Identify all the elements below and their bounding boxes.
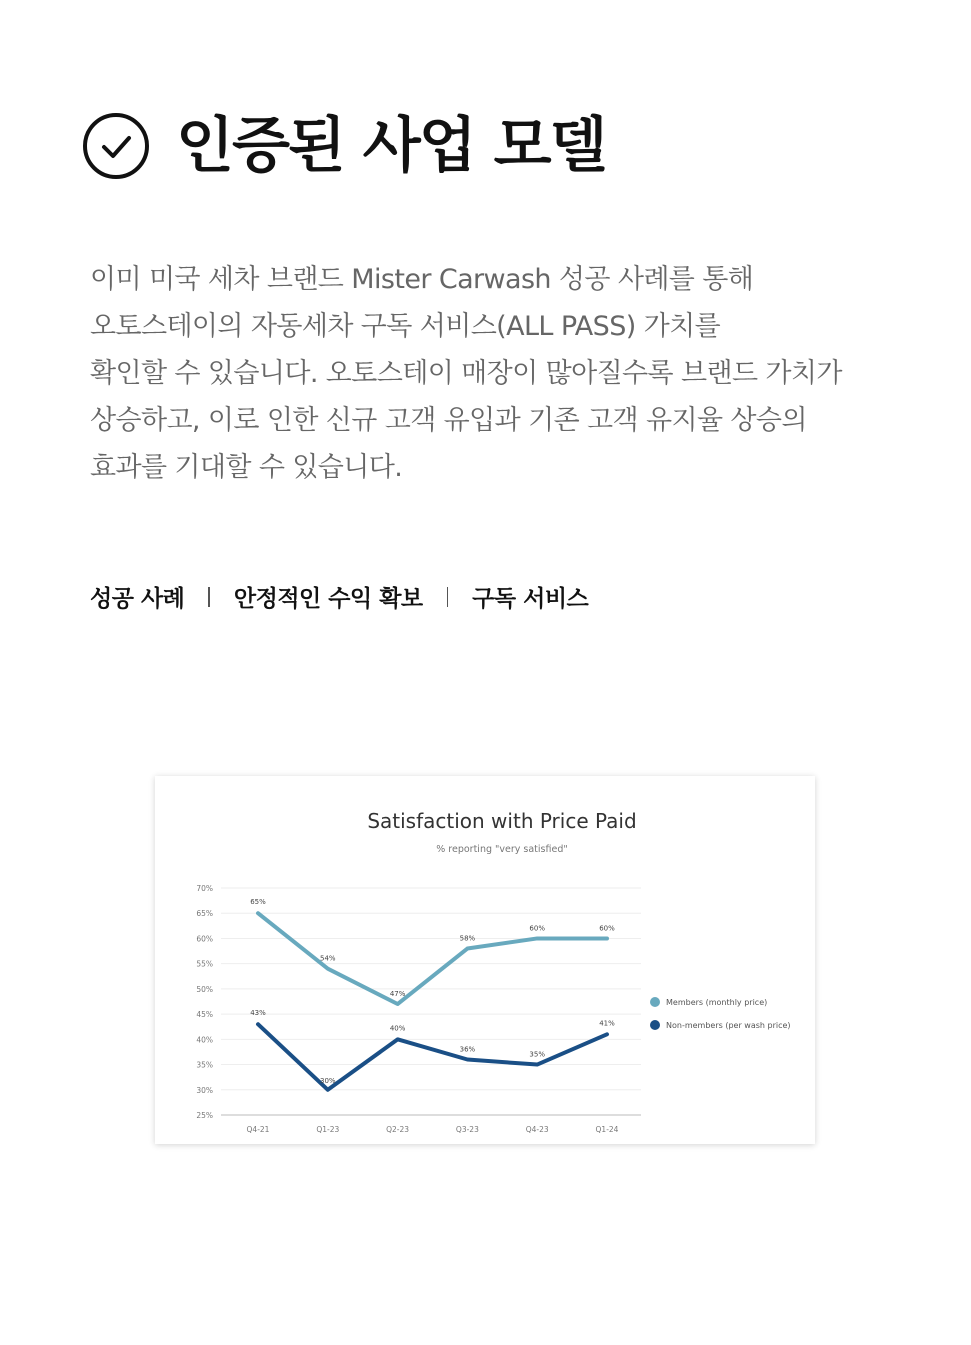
header xyxy=(82,112,606,180)
description-line: 효과를 기대할 수 있습니다. xyxy=(90,452,403,483)
y-tick-label: 60% xyxy=(196,934,213,944)
legend-marker xyxy=(650,1020,660,1030)
x-tick-label: Q1-24 xyxy=(595,1125,619,1134)
legend-marker xyxy=(650,997,660,1007)
members-series-line xyxy=(258,913,607,1004)
x-tick-label: Q1-23 xyxy=(316,1125,340,1134)
description-line: 확인할 수 있습니다. 오토스테이 매장이 많아질수록 브랜드 가치가 xyxy=(90,358,842,389)
tag-divider xyxy=(447,587,449,607)
data-label: 30% xyxy=(320,1076,336,1085)
x-tick-label: Q4-23 xyxy=(525,1125,549,1134)
tag-subscription-service: 구독 서비스 xyxy=(472,586,589,612)
data-label: 54% xyxy=(320,954,336,963)
description xyxy=(90,256,890,491)
y-tick-label: 65% xyxy=(196,909,213,919)
data-label: 41% xyxy=(599,1019,615,1028)
legend xyxy=(650,997,791,1030)
tag-list xyxy=(90,580,588,613)
y-tick-label: 40% xyxy=(196,1035,213,1045)
data-label: 36% xyxy=(459,1045,476,1054)
data-label: 65% xyxy=(250,898,266,907)
y-tick-label: 25% xyxy=(196,1111,213,1120)
x-tick-label: Q4-21 xyxy=(246,1125,270,1134)
label-layer xyxy=(250,898,615,1085)
tag-success-case: 성공 사례 xyxy=(90,586,185,612)
data-label: 58% xyxy=(459,934,476,943)
grid-layer xyxy=(221,888,641,1090)
chart-title: Satisfaction with Price Paid xyxy=(367,809,637,833)
page-title: 인증된 사업 모델 xyxy=(176,111,606,181)
data-label: 35% xyxy=(529,1050,545,1059)
tag-divider xyxy=(208,587,210,607)
data-label: 43% xyxy=(250,1009,266,1018)
y-tick-label: 45% xyxy=(196,1010,213,1020)
satisfaction-line-chart xyxy=(155,776,815,1144)
y-tick-label: 30% xyxy=(196,1085,213,1095)
data-label: 40% xyxy=(389,1024,406,1033)
y-tick-label: 70% xyxy=(196,884,213,893)
data-label: 60% xyxy=(529,924,545,933)
series-layer xyxy=(258,913,607,1090)
description-line: 이미 미국 세차 브랜드 Mister Carwash 성공 사례를 통해 xyxy=(90,264,754,295)
data-label: 47% xyxy=(389,990,406,999)
legend-label: Non-members (per wash price) xyxy=(666,1021,791,1030)
tag-stable-revenue: 안정적인 수익 확보 xyxy=(233,586,423,612)
non-members-series-line xyxy=(258,1024,607,1090)
chart-subtitle: % reporting "very satisfied" xyxy=(436,844,568,855)
y-tick-label: 50% xyxy=(196,984,213,994)
chart-card xyxy=(155,776,815,1144)
x-tick-label: Q3-23 xyxy=(455,1125,479,1134)
data-label: 60% xyxy=(599,924,615,933)
description-line: 오토스테이의 자동세차 구독 서비스(ALL PASS) 가치를 xyxy=(90,311,721,342)
x-tick-label: Q2-23 xyxy=(386,1125,410,1134)
y-tick-label: 55% xyxy=(196,959,213,969)
description-line: 상승하고, 이로 인한 신규 고객 유입과 기존 고객 유지율 상승의 xyxy=(90,405,807,436)
y-tick-label: 35% xyxy=(196,1060,213,1070)
legend-label: Members (monthly price) xyxy=(666,998,768,1007)
check-circle-icon xyxy=(82,112,150,180)
